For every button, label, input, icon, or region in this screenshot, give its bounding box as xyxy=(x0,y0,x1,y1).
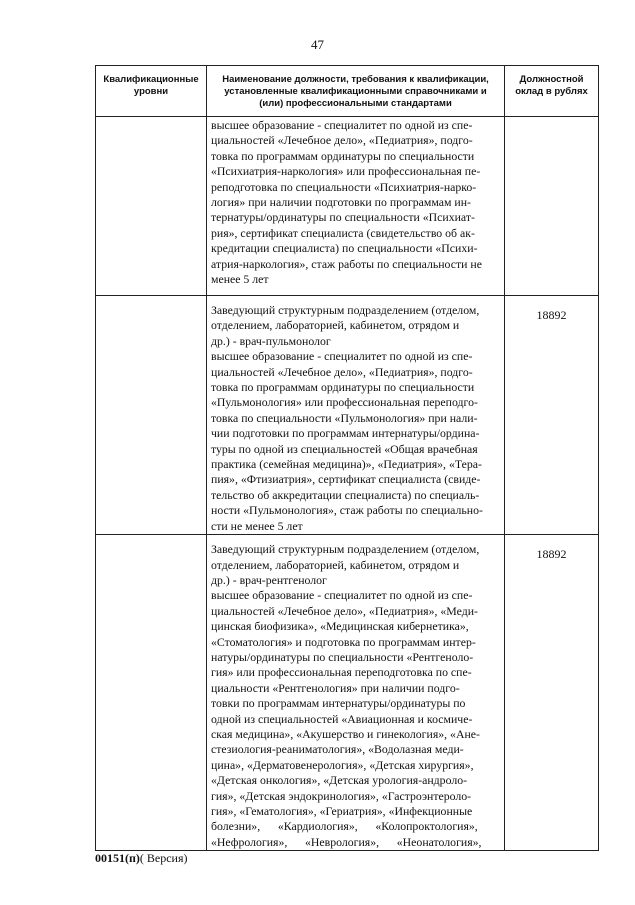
qualification-level-cell xyxy=(96,117,207,296)
text-line: атрия-наркология», стаж работы по специальности не xyxy=(211,256,482,271)
table-row xyxy=(96,117,599,296)
text-line: стезиология-реаниматология», «Водолазная меди- xyxy=(211,742,464,757)
text-line: ности «Пульмонология», стаж работы по специально- xyxy=(211,503,483,518)
page-number: 47 xyxy=(311,37,324,52)
salary-value: 18892 xyxy=(536,547,567,562)
text-line: гия», «Гематология», «Гериатрия», «Инфекционные xyxy=(211,804,473,818)
text-line: пия», «Фтизиатрия», сертификат специалиста (свиде- xyxy=(211,472,481,487)
text-line: отделением, лабораторией, кабинетом, отрядом и xyxy=(211,557,460,572)
text-line: цина», «Дерматовенерология», «Детская хирургия», xyxy=(211,757,474,772)
text-line: товки по программам интернатуры/ординатуры по xyxy=(211,696,466,711)
document-code: 00151(п) xyxy=(95,851,140,865)
text-line: цинская биофизика», «Медицинская кибернетика», xyxy=(211,619,469,634)
text-line: логия» при наличии подготовки по программам ин- xyxy=(211,195,471,210)
text-line: циальностей «Лечебное дело», «Педиатрия», подго- xyxy=(211,364,473,379)
position-description xyxy=(207,302,504,534)
text-line: рия», сертификат специалиста (свидетельство об ак- xyxy=(211,225,475,240)
text-line: тернатуры/ординатуры по специальности «Психиат- xyxy=(211,210,475,225)
table-header-row xyxy=(96,66,599,117)
position-description xyxy=(207,117,504,287)
salary-value xyxy=(505,117,598,129)
text-line: циальностей «Лечебное дело», «Педиатрия», «Меди- xyxy=(211,603,478,618)
position-description-cell xyxy=(207,535,505,851)
text-line: туры по одной из специальностей «Общая врачебная xyxy=(211,441,478,456)
text-line: ская медицина», «Акушерство и гинекология», «Ане- xyxy=(211,726,480,741)
header-position-requirements: Наименование должности, требования к квалификации, установленные квалификационными справочниками и (или) профессиональными стандартами xyxy=(207,66,505,117)
salary-cell xyxy=(505,296,599,535)
position-description xyxy=(207,541,504,850)
salary-cell xyxy=(505,117,599,296)
text-line: практика (семейная медицина)», «Педиатрия», «Тера- xyxy=(211,457,482,472)
text-line: высшее образование - специалитет по одной из спе- xyxy=(211,588,473,603)
header-qualification-levels: Квалификационные уровни xyxy=(96,66,207,117)
document-version: ( Версия) xyxy=(139,851,188,865)
position-description-cell xyxy=(207,296,505,535)
text-line: циальности «Рентгенология» при наличии подго- xyxy=(211,680,460,695)
text-line: менее 5 лет xyxy=(211,272,269,287)
text-line: циальностей «Лечебное дело», «Педиатрия», подго- xyxy=(211,133,473,148)
text-line: Заведующий структурным подразделением (отделом, xyxy=(211,542,480,557)
text-line: товка по программам ординатуры по специальности xyxy=(211,148,475,163)
text-line: др.) - врач-рентгенолог xyxy=(211,572,327,587)
qualification-table xyxy=(95,65,599,851)
text-line: «Пульмонология» или профессиональная переподго- xyxy=(211,395,478,410)
salary-value: 18892 xyxy=(536,308,567,322)
table-row xyxy=(96,535,599,851)
salary-cell xyxy=(505,535,599,851)
table-row xyxy=(96,296,599,535)
text-line: одной из специальностей «Авиационная и космиче- xyxy=(211,711,473,726)
text-line: «Нефрология», «Неврология», «Неонатология», xyxy=(211,834,482,849)
qualification-level-cell xyxy=(96,296,207,535)
text-line: Заведующий структурным подразделением (отделом, xyxy=(211,303,480,317)
text-line: тельство об аккредитации специалиста) по специаль- xyxy=(211,487,480,502)
text-line: высшее образование - специалитет по одной из спе- xyxy=(211,118,473,132)
document-footer xyxy=(95,851,188,866)
text-line: натуры/ординатуры по специальности «Рентгеноло- xyxy=(211,649,474,664)
text-line: отделением, лабораторией, кабинетом, отрядом и xyxy=(211,318,460,333)
text-line: реподготовка по специальности «Психиатрия-нарко- xyxy=(211,179,477,194)
text-line: гия», «Детская эндокринология», «Гастроэнтероло- xyxy=(211,788,472,803)
text-line: кредитации специалиста) по специальности «Психи- xyxy=(211,241,478,256)
position-description-cell xyxy=(207,117,505,296)
text-line: болезни», «Кардиология», «Колопроктология», xyxy=(211,819,478,834)
qualification-level-cell xyxy=(96,535,207,851)
text-line: «Детская онкология», «Детская урология-андроло- xyxy=(211,773,468,788)
text-line: сти не менее 5 лет xyxy=(211,518,303,533)
text-line: товка по программам ординатуры по специальности xyxy=(211,380,475,395)
text-line: товка по специальности «Пульмонология» при нали- xyxy=(211,410,478,425)
header-salary: Должностной оклад в рублях xyxy=(505,66,599,117)
text-line: гия» или профессиональная переподготовка по спе- xyxy=(211,665,472,680)
text-line: «Стоматология» и подготовка по программам интер- xyxy=(211,634,476,649)
text-line: высшее образование - специалитет по одной из спе- xyxy=(211,349,473,364)
text-line: др.) - врач-пульмонолог xyxy=(211,333,331,348)
text-line: чии подготовки по программам интернатуры/ордина- xyxy=(211,426,480,441)
text-line: «Психиатрия-наркология» или профессиональная пе- xyxy=(211,164,481,179)
